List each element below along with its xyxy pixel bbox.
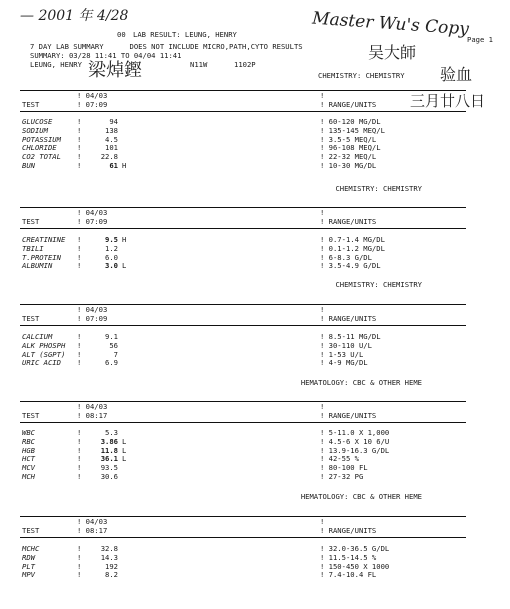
test-value: 61 (109, 161, 118, 170)
test-value: 11.8 (100, 445, 118, 455)
reference-range: ! 150-450 X 1000 (320, 561, 390, 571)
test-name: T.PROTEIN (22, 252, 61, 262)
section-title: CHEMISTRY: CHEMISTRY (335, 184, 422, 193)
section-pipe: ! (320, 91, 325, 100)
section-range-label: ! RANGE/UNITS (320, 526, 377, 535)
row-pipe: ! (77, 252, 82, 262)
row-pipe: ! (77, 436, 82, 446)
test-value: 9.5 (105, 235, 118, 244)
patient-name: LEUNG, HENRY (30, 60, 82, 69)
report-title-prefix: 00 (117, 30, 126, 39)
test-name: MPV (22, 570, 35, 580)
handwritten-date-chinese: 三月廿八日 (410, 92, 486, 110)
section-title: CHEMISTRY: CHEMISTRY (335, 280, 422, 289)
test-value: 30.6 (100, 472, 118, 481)
test-value: 4.5 (105, 134, 118, 144)
row-pipe: ! (77, 561, 82, 571)
reference-range: ! 4.5-6 X 10 6/U (320, 436, 390, 446)
ward-code: N11W (190, 60, 208, 69)
test-value: 3.0 (105, 261, 118, 271)
row-pipe: ! (77, 161, 82, 170)
test-name: CO2 TOTAL (22, 152, 61, 162)
test-name: BUN (22, 161, 35, 170)
reference-range: ! 3.5-5 MEQ/L (320, 134, 377, 144)
row-pipe: ! (77, 428, 82, 437)
reference-range: ! 10-30 MG/DL (320, 161, 377, 170)
row-pipe: ! (77, 544, 82, 553)
abnormal-flag: L (122, 454, 127, 464)
reference-range: ! 11.5-14.5 % (320, 552, 377, 562)
test-value: 94 (109, 117, 118, 126)
abnormal-flag: L (122, 436, 127, 446)
reference-range: ! 13.9-16.3 G/DL (320, 445, 390, 455)
section-date: ! 04/03 (77, 517, 108, 526)
test-name: ALBUMIN (22, 261, 53, 271)
section-time: ! 07:09 (77, 314, 108, 323)
test-name: POTASSIUM (22, 134, 61, 144)
test-value: 9.1 (105, 332, 118, 341)
abnormal-flag: L (122, 445, 127, 455)
row-pipe: ! (77, 463, 82, 473)
section-range-label: ! RANGE/UNITS (320, 314, 377, 323)
section-test-label: TEST (22, 314, 40, 323)
test-name: URIC ACID (22, 358, 61, 368)
row-pipe: ! (77, 472, 82, 481)
test-value: 7 (113, 349, 118, 359)
reference-range: ! 80-100 FL (320, 463, 368, 473)
section-pipe: ! (320, 402, 325, 411)
test-value: 14.3 (100, 552, 118, 562)
test-value: 138 (105, 125, 118, 135)
section-range-label: ! RANGE/UNITS (320, 411, 377, 420)
section-test-label: TEST (22, 411, 40, 420)
section-title: HEMATOLOGY: CBC & OTHER HEME (300, 378, 422, 387)
report-time: 1102P (234, 60, 256, 69)
row-pipe: ! (77, 358, 82, 368)
reference-range: ! 22-32 MEQ/L (320, 152, 377, 162)
reference-range: ! 32.0-36.5 G/DL (320, 544, 390, 553)
handwritten-copy-note: Master Wu's Copy (311, 8, 470, 40)
reference-range: ! 7.4-10.4 FL (320, 570, 377, 580)
test-value: 22.8 (100, 152, 118, 162)
section-bottom-rule (20, 325, 466, 326)
test-name: RDW (22, 552, 35, 562)
row-pipe: ! (77, 349, 82, 359)
test-value: 93.5 (100, 463, 118, 473)
handwritten-blood-test-chinese: 验血 (440, 65, 473, 84)
report-title: LAB RESULT: LEUNG, HENRY (133, 30, 237, 39)
test-name: MCV (22, 463, 35, 473)
reference-range: ! 42-55 % (320, 454, 359, 464)
row-pipe: ! (77, 261, 82, 271)
section-date: ! 04/03 (77, 305, 108, 314)
row-pipe: ! (77, 243, 82, 253)
row-pipe: ! (77, 340, 82, 350)
test-value: 3.86 (100, 436, 118, 446)
reference-range: ! 96-108 MEQ/L (320, 143, 381, 153)
test-value: 192 (105, 561, 118, 571)
reference-range: ! 6-8.3 G/DL (320, 252, 372, 262)
test-name: SODIUM (22, 125, 48, 135)
reference-range: ! 1-53 U/L (320, 349, 364, 359)
section-title: HEMATOLOGY: CBC & OTHER HEME (300, 492, 422, 501)
reference-range: ! 30-110 U/L (320, 340, 372, 350)
test-name: TBILI (22, 243, 44, 253)
abnormal-flag: L (122, 261, 127, 271)
test-value: 5.3 (105, 428, 118, 437)
row-pipe: ! (77, 454, 82, 464)
handwritten-teacher-chinese: 吴大師 (368, 43, 417, 62)
test-name: RBC (22, 436, 35, 446)
section-test-label: TEST (22, 100, 40, 109)
test-value: 1.2 (105, 243, 118, 253)
test-value: 6.0 (105, 252, 118, 262)
test-name: CALCIUM (22, 332, 53, 341)
reference-range: ! 27-32 PG (320, 472, 364, 481)
section-range-label: ! RANGE/UNITS (320, 100, 377, 109)
test-name: HCT (22, 454, 35, 464)
test-value: 32.8 (100, 544, 118, 553)
section-test-label: TEST (22, 217, 40, 226)
row-pipe: ! (77, 570, 82, 580)
handwritten-name-chinese: 梁焯鏗 (88, 60, 142, 81)
abnormal-flag: H (122, 235, 127, 244)
reference-range: ! 4-9 MG/DL (320, 358, 368, 368)
test-name: MCH (22, 472, 35, 481)
section-range-label: ! RANGE/UNITS (320, 217, 377, 226)
section-bottom-rule (20, 422, 466, 423)
section-time: ! 07:09 (77, 100, 108, 109)
test-value: 8.2 (105, 570, 118, 580)
test-name: WBC (22, 428, 35, 437)
row-pipe: ! (77, 134, 82, 144)
section-pipe: ! (320, 305, 325, 314)
reference-range: ! 8.5-11 MG/DL (320, 332, 381, 341)
test-name: HGB (22, 445, 35, 455)
row-pipe: ! (77, 445, 82, 455)
abnormal-flag: H (122, 161, 127, 170)
summary-description: 7 DAY LAB SUMMARY DOES NOT INCLUDE MICRO,PATH,CYTO RESULTS (30, 42, 303, 51)
test-value: 101 (105, 143, 118, 153)
section-time: ! 08:17 (77, 526, 108, 535)
test-name: MCHC (22, 544, 40, 553)
section-pipe: ! (320, 517, 325, 526)
section-pipe: ! (320, 208, 325, 217)
reference-range: ! 135-145 MEQ/L (320, 125, 385, 135)
test-name: GLUCOSE (22, 117, 53, 126)
row-pipe: ! (77, 332, 82, 341)
section-date: ! 04/03 (77, 208, 108, 217)
reference-range: ! 60-120 MG/DL (320, 117, 381, 126)
section-time: ! 08:17 (77, 411, 108, 420)
section-bottom-rule (20, 111, 466, 112)
reference-range: ! 0.7-1.4 MG/DL (320, 235, 385, 244)
section-bottom-rule (20, 537, 466, 538)
test-name: CHLORIDE (22, 143, 57, 153)
page-number: Page 1 (467, 35, 493, 44)
reference-range: ! 5-11.0 X 1,000 (320, 428, 390, 437)
section-date: ! 04/03 (77, 91, 108, 100)
section-time: ! 07:09 (77, 217, 108, 226)
test-name: ALK PHOSPH (22, 340, 66, 350)
test-name: CREATININE (22, 235, 66, 244)
row-pipe: ! (77, 552, 82, 562)
handwritten-date: — 2001 年 4/28 (20, 8, 129, 24)
reference-range: ! 0.1-1.2 MG/DL (320, 243, 385, 253)
row-pipe: ! (77, 143, 82, 153)
row-pipe: ! (77, 125, 82, 135)
reference-range: ! 3.5-4.9 G/DL (320, 261, 381, 271)
row-pipe: ! (77, 152, 82, 162)
row-pipe: ! (77, 235, 82, 244)
test-name: ALT (SGPT) (22, 349, 66, 359)
section-bottom-rule (20, 228, 466, 229)
test-value: 6.9 (105, 358, 118, 368)
test-value: 56 (109, 340, 118, 350)
first-section-title: CHEMISTRY: CHEMISTRY (318, 71, 405, 80)
test-value: 36.1 (100, 454, 118, 464)
row-pipe: ! (77, 117, 82, 126)
section-date: ! 04/03 (77, 402, 108, 411)
summary-range: SUMMARY: 03/28 11:41 TO 04/04 11:41 (30, 51, 182, 60)
section-test-label: TEST (22, 526, 40, 535)
test-name: PLT (22, 561, 35, 571)
